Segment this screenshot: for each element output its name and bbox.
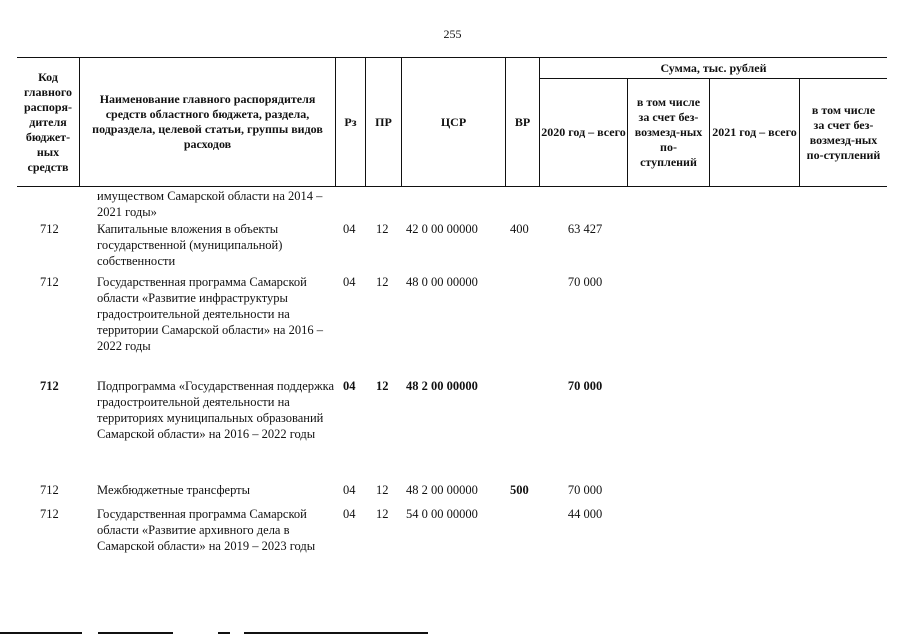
row-pr: 12 <box>376 275 389 289</box>
row-code: 712 <box>40 507 59 521</box>
row-csr: 48 2 00 00000 <box>406 379 478 393</box>
row-code: 712 <box>40 222 59 236</box>
table-header <box>17 57 887 187</box>
row-rz: 04 <box>343 275 356 289</box>
header-2020-total: 2020 год – всего <box>541 125 626 139</box>
row-name: Государственная программа Самарской области «Развитие архивного дела в Самарской области» на 2019 – 2023 годы <box>97 507 316 553</box>
row-name: Капитальные вложения в объекты государственной (муниципальной) собственности <box>97 222 283 268</box>
row-sum-2020: 63 427 <box>567 222 603 236</box>
row-rz: 04 <box>343 379 356 393</box>
row-csr: 48 0 00 00000 <box>406 275 478 289</box>
row-pr: 12 <box>376 507 389 521</box>
header-2020-free: в том числе за счет без-возмезд-ных по-ступлений <box>634 95 703 169</box>
row-code: 712 <box>40 275 59 289</box>
row-pr: 12 <box>376 379 389 393</box>
row-csr: 48 2 00 00000 <box>406 483 478 497</box>
row-sum-2020: 70 000 <box>567 483 603 497</box>
footer-rule <box>0 632 82 634</box>
row-code: 712 <box>40 379 59 393</box>
header-rz: Рз <box>344 114 357 129</box>
footer-rule <box>98 632 173 634</box>
header-vr: ВР <box>514 114 531 129</box>
row-pr: 12 <box>376 483 389 497</box>
row-csr: 54 0 00 00000 <box>406 507 478 521</box>
row-name: Государственная программа Самарской области «Развитие инфраструктуры градостроительной деятельности на территории Самарской области» на 2016 – 2022 годы <box>97 275 323 353</box>
row-csr: 42 0 00 00000 <box>406 222 478 236</box>
row-name: Подпрограмма «Государственная поддержка градостроительной деятельности на территориях муниципальных образований Самарской области» на 2016 – 2022 годы <box>97 379 335 441</box>
row-name: Межбюджетные трансферты <box>97 483 251 497</box>
row-sum-2020: 70 000 <box>567 379 603 393</box>
header-csr: ЦСР <box>440 114 467 129</box>
row-sum-2020: 44 000 <box>567 507 603 521</box>
header-pr: ПР <box>375 114 392 129</box>
header-2021-total: 2021 год – всего <box>712 125 797 139</box>
header-sum-group: Сумма, тыс. рублей <box>660 60 767 75</box>
row-vr: 400 <box>510 222 529 236</box>
header-code: Код главного распоря-дителя бюджет-ных средств <box>23 69 73 174</box>
row-rz: 04 <box>343 483 356 497</box>
row-vr: 500 <box>510 483 529 497</box>
row-rz: 04 <box>343 507 356 521</box>
row-pr: 12 <box>376 222 389 236</box>
footer-rule <box>244 632 428 634</box>
footer-rule <box>218 632 230 634</box>
row-code: 712 <box>40 483 59 497</box>
header-name: Наименование главного распорядителя средств областного бюджета, раздела, подраздела, целевой статьи, группы видов расходов <box>92 92 323 151</box>
row-rz: 04 <box>343 222 356 236</box>
page-number: 255 <box>443 27 462 41</box>
continuation-name: имуществом Самарской области на 2014 – 2021 годы» <box>97 189 323 219</box>
row-sum-2020: 70 000 <box>567 275 603 289</box>
header-2021-free: в том числе за счет без-возмезд-ных по-ступлений <box>806 102 881 162</box>
